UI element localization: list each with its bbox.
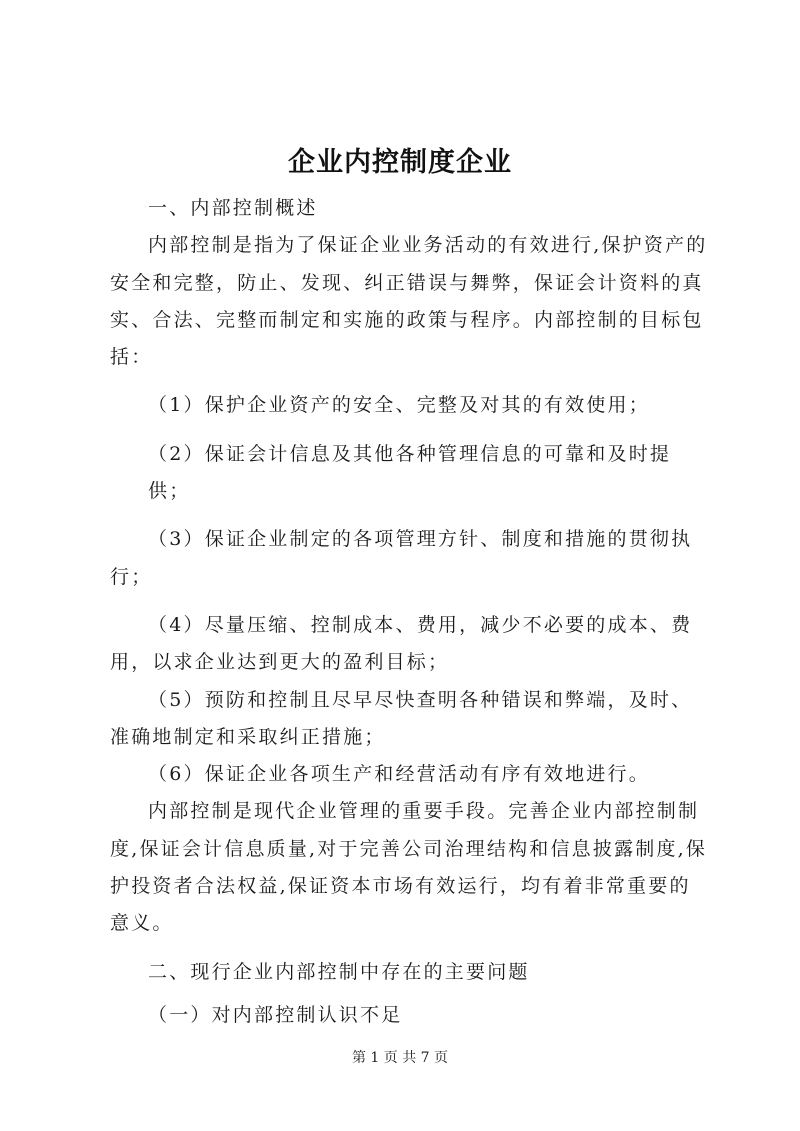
goal-item-text: （1）保护企业资产的安全、完整及对其的有效使用； (148, 394, 650, 417)
goal-item-2 (110, 436, 710, 511)
goal-item-continuation: 准确地制定和采取纠正措施； (110, 725, 386, 748)
goal-item-6 (110, 756, 710, 793)
goal-item-text: （2）保证会计信息及其他各种管理信息的可靠和及时提供； (148, 442, 672, 503)
page-number: 第 1 页 共 7 页 (351, 1050, 449, 1066)
section-heading-problems: 二、现行企业内部控制中存在的主要问题 (148, 960, 530, 983)
document-title: 企业内控制度企业 (288, 147, 512, 178)
goal-item-4 (110, 607, 710, 682)
section-heading-overview: 一、内部控制概述 (148, 197, 318, 219)
goal-item-text: （4）尽量压缩、控制成本、费用，减少不必要的成本、费 (148, 613, 693, 636)
subsection-heading: （一）对内部控制认识不足 (148, 1003, 403, 1026)
goal-item-5 (110, 682, 710, 757)
goal-item-text: （3）保证企业制定的各项管理方针、制度和措施的贯彻执 (148, 528, 693, 551)
goal-item-continuation: 用，以求企业达到更大的盈利目标； (110, 651, 450, 674)
significance-paragraph: 内部控制是现代企业管理的重要手段。完善企业内部控制制度,保证会计信息质量,对于完善公司治理结构和信息披露制度,保护投资者合法权益,保证资本市场有效运行，均有着非常重要的意义。 (110, 800, 708, 935)
goal-item-continuation: 行； (110, 565, 153, 588)
intro-paragraph: 内部控制是指为了保证企业业务活动的有效进行,保护资产的安全和完整，防止、发现、纠正错误与舞弊，保证会计资料的真实、合法、完整而制定和实施的政策与程序。内部控制的目标包括： (110, 234, 708, 369)
goal-item-text: （6）保证企业各项生产和经营活动有序有效地进行。 (148, 763, 650, 786)
goal-item-3 (110, 521, 710, 596)
document-body (110, 190, 710, 1034)
goal-item-text: （5）预防和控制且尽早尽快查明各种错误和弊端，及时、 (148, 688, 693, 711)
goal-item-1 (110, 387, 710, 424)
